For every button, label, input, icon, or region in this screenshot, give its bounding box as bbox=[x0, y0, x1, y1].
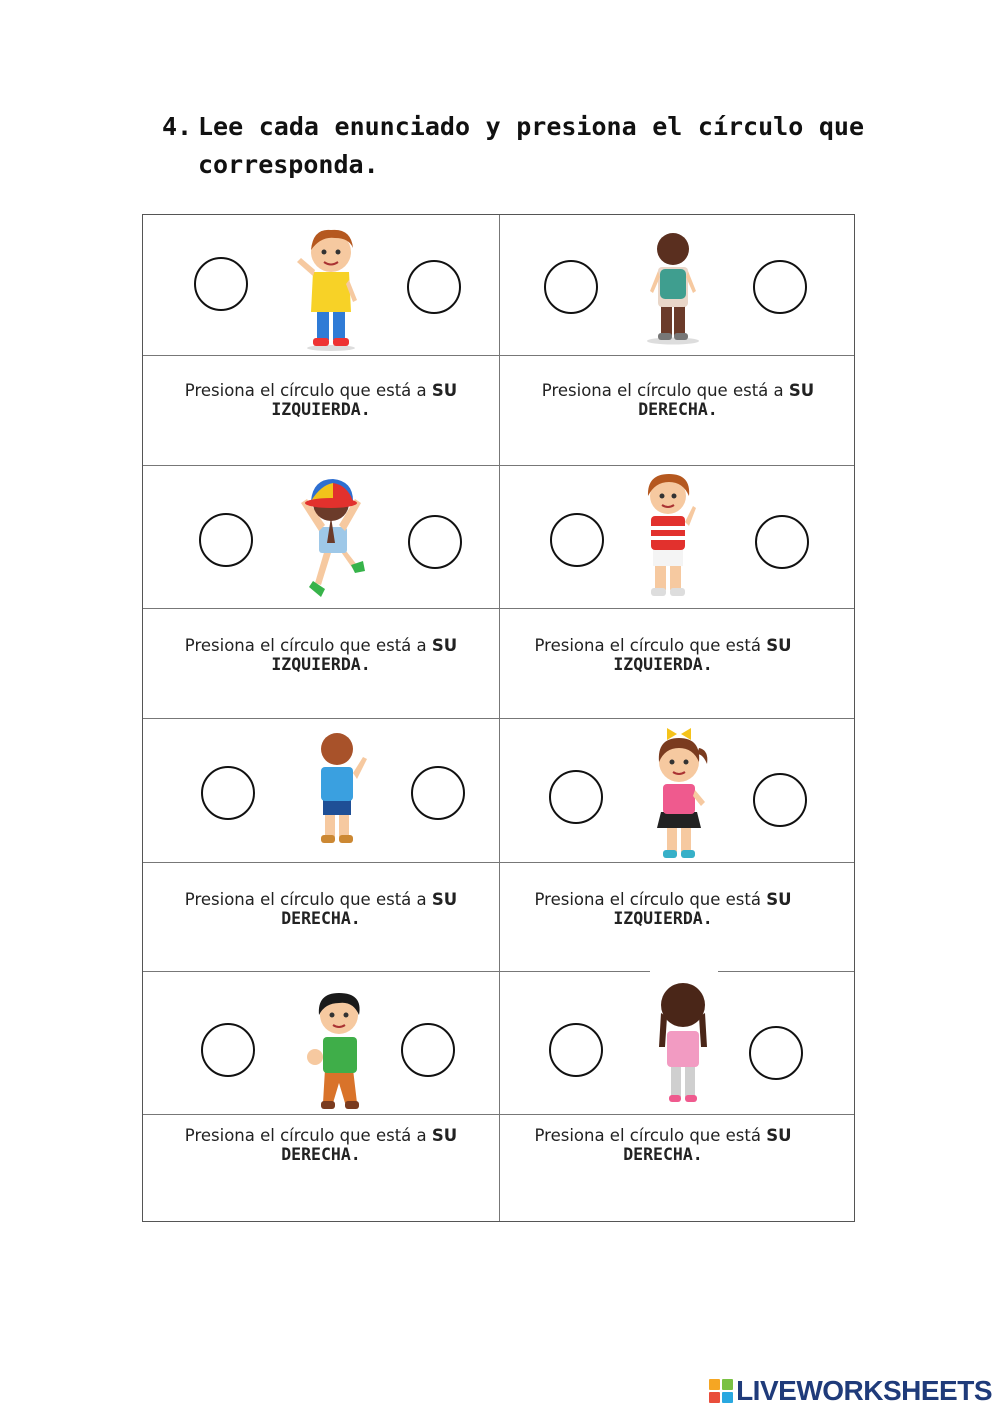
grid-divider bbox=[143, 971, 854, 972]
left-circle[interactable] bbox=[199, 513, 253, 567]
instruction-text: Lee cada enunciado y presiona el círculo que corresponda. bbox=[198, 112, 864, 179]
grid-divider bbox=[143, 862, 854, 863]
statement-1 bbox=[143, 381, 499, 419]
statement-6 bbox=[500, 890, 826, 928]
grid-divider bbox=[143, 718, 854, 719]
liveworksheets-logo-icon bbox=[709, 1379, 733, 1403]
statement-emphasis: SU bbox=[766, 1126, 792, 1145]
grid-divider bbox=[143, 355, 854, 356]
statement-direction: IZQUIERDA. bbox=[613, 655, 713, 674]
statement-emphasis: SU bbox=[766, 636, 792, 655]
statement-text: Presiona el círculo que está a bbox=[184, 1126, 432, 1145]
statement-7 bbox=[143, 1126, 499, 1164]
left-circle[interactable] bbox=[550, 513, 604, 567]
statement-direction: DERECHA. bbox=[623, 1145, 703, 1164]
statement-5 bbox=[143, 890, 499, 928]
grid-divider bbox=[143, 608, 854, 609]
statement-direction: IZQUIERDA. bbox=[271, 655, 371, 674]
girl-back-braids-icon bbox=[651, 973, 715, 1105]
grid-divider bbox=[143, 465, 854, 466]
statement-emphasis: SU bbox=[431, 381, 458, 400]
right-circle[interactable] bbox=[749, 1026, 803, 1080]
left-circle[interactable] bbox=[544, 260, 598, 314]
left-circle[interactable] bbox=[549, 770, 603, 824]
right-circle[interactable] bbox=[753, 773, 807, 827]
right-circle[interactable] bbox=[401, 1023, 455, 1077]
statement-direction: IZQUIERDA. bbox=[271, 400, 371, 419]
right-circle[interactable] bbox=[408, 515, 462, 569]
statement-direction: IZQUIERDA. bbox=[613, 909, 713, 928]
statement-3 bbox=[143, 636, 499, 674]
girl-back-jumping-icon bbox=[291, 473, 373, 601]
statement-text: Presiona el círculo que está a bbox=[184, 381, 432, 400]
statement-text: Presiona el círculo que está a bbox=[184, 890, 432, 909]
statement-2 bbox=[500, 381, 856, 419]
statement-text: Presiona el círculo que está bbox=[534, 1126, 767, 1145]
right-circle[interactable] bbox=[411, 766, 465, 820]
right-circle[interactable] bbox=[407, 260, 461, 314]
left-circle[interactable] bbox=[549, 1023, 603, 1077]
right-circle[interactable] bbox=[753, 260, 807, 314]
right-circle[interactable] bbox=[755, 515, 809, 569]
statement-emphasis: SU bbox=[431, 1126, 458, 1145]
statement-text: Presiona el círculo que está bbox=[534, 636, 767, 655]
statement-emphasis: SU bbox=[431, 636, 458, 655]
brand-name: LIVEWORKSHEETS bbox=[736, 1375, 992, 1406]
girl-thumbs-up-icon bbox=[643, 720, 715, 862]
boy-back-icon bbox=[638, 225, 708, 345]
grid-divider bbox=[143, 1114, 854, 1115]
statement-text: Presiona el círculo que está a bbox=[184, 636, 432, 655]
boy-pointing-icon bbox=[633, 468, 703, 604]
left-circle[interactable] bbox=[201, 766, 255, 820]
statement-emphasis: SU bbox=[766, 890, 792, 909]
boy-back-waving-icon bbox=[305, 723, 373, 847]
statement-text: Presiona el círculo que está bbox=[534, 890, 767, 909]
statement-direction: DERECHA. bbox=[638, 400, 718, 419]
statement-8 bbox=[500, 1126, 826, 1164]
left-circle[interactable] bbox=[194, 257, 248, 311]
statement-4 bbox=[500, 636, 826, 674]
statement-text: Presiona el círculo que está a bbox=[541, 381, 789, 400]
left-circle[interactable] bbox=[201, 1023, 255, 1077]
instruction-number: 4. bbox=[162, 112, 193, 141]
boy-green-shirt-icon bbox=[303, 985, 375, 1113]
statement-emphasis: SU bbox=[788, 381, 815, 400]
instruction bbox=[162, 108, 864, 184]
statement-emphasis: SU bbox=[431, 890, 458, 909]
liveworksheets-logo[interactable] bbox=[709, 1375, 992, 1407]
exercise-grid bbox=[142, 214, 855, 1222]
statement-direction: DERECHA. bbox=[281, 1145, 361, 1164]
boy-front-icon bbox=[291, 220, 371, 352]
statement-direction: DERECHA. bbox=[281, 909, 361, 928]
